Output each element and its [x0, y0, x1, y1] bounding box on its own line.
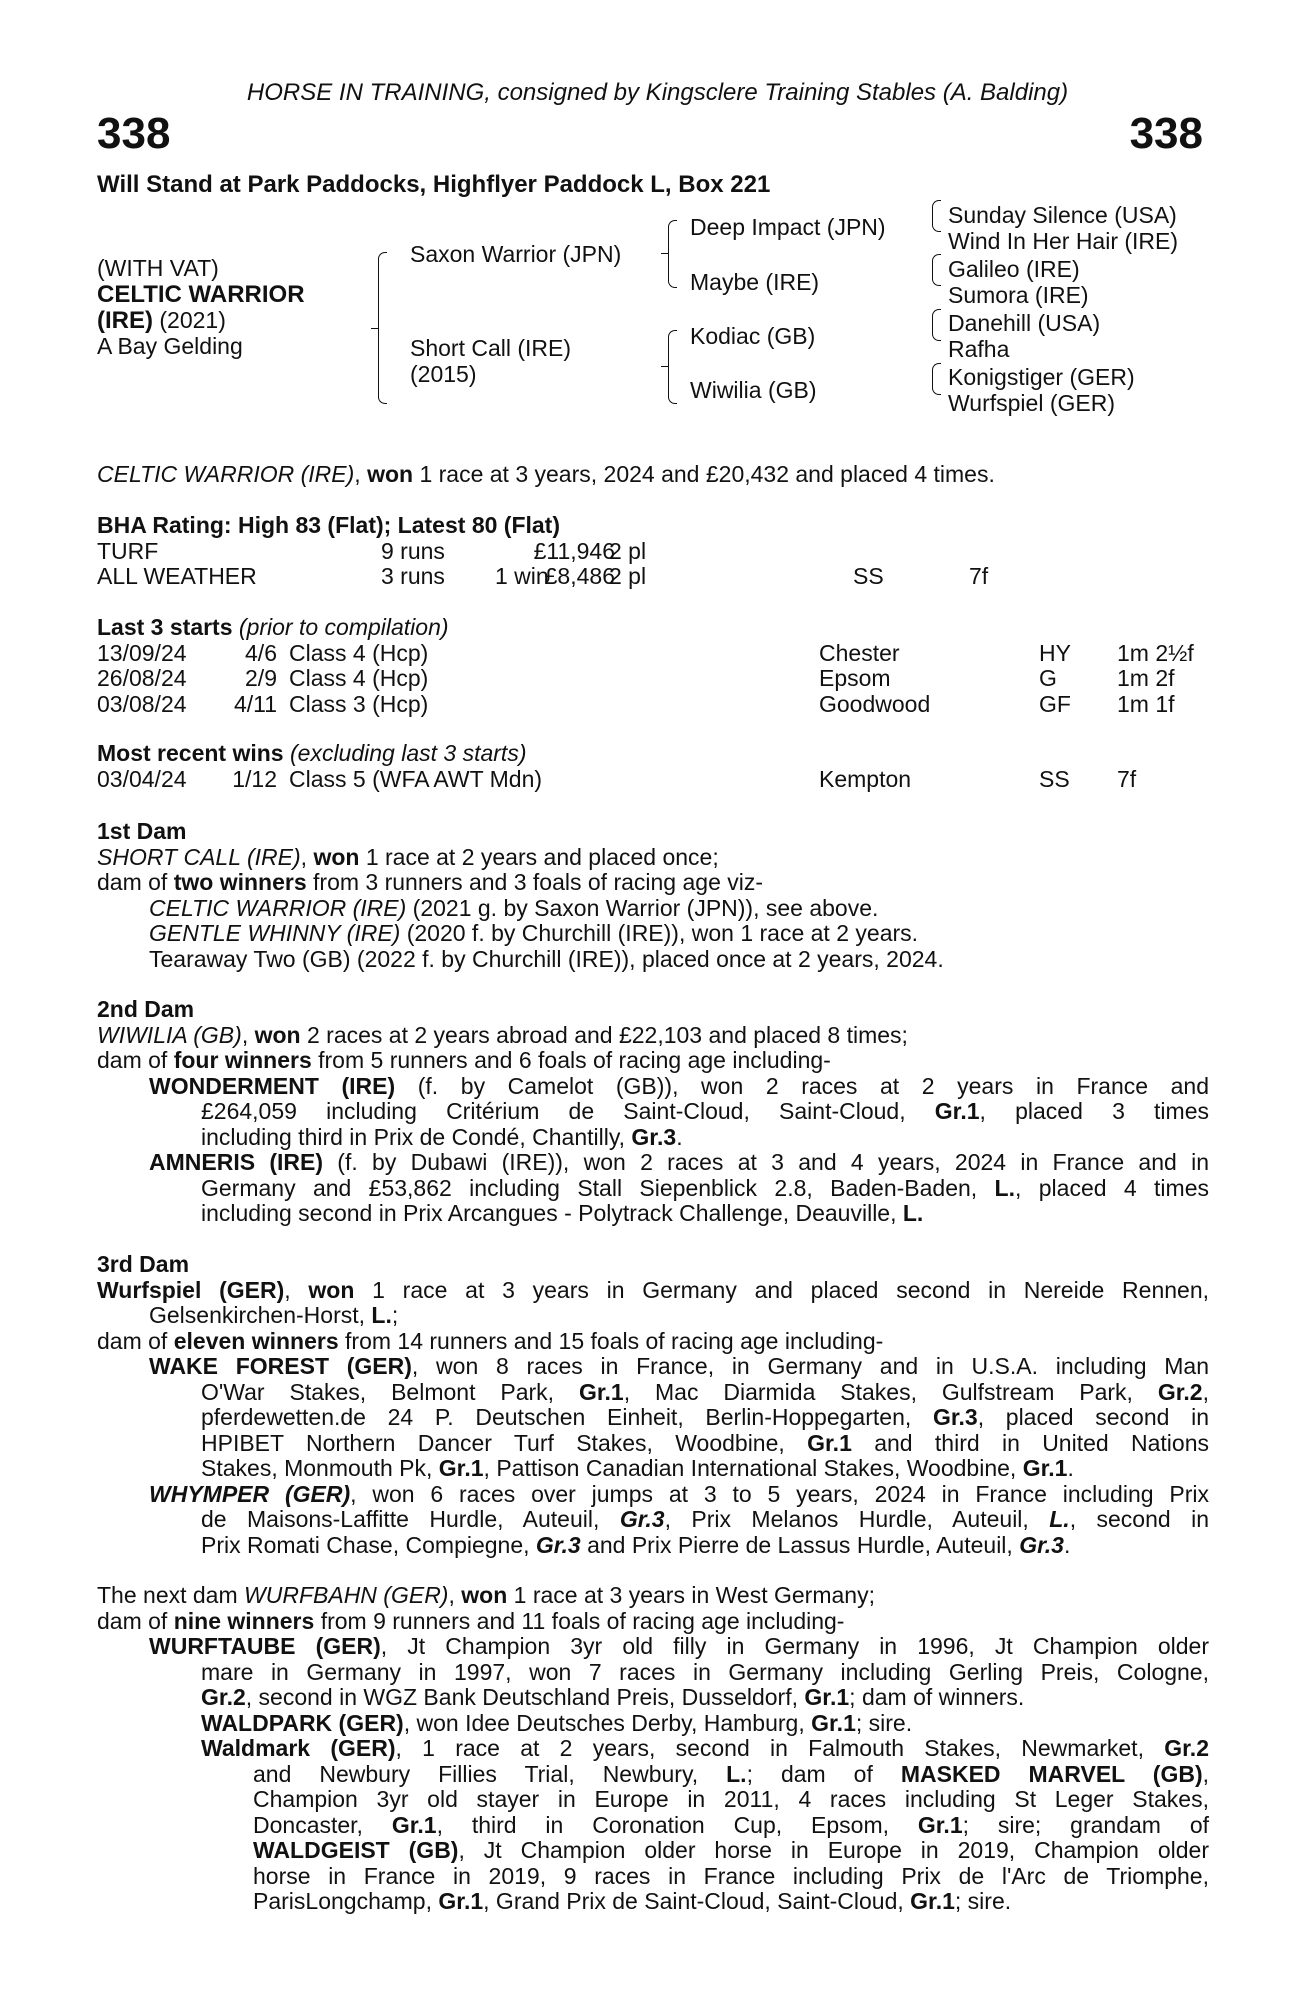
- winner-name: WHYMPER (GER): [149, 1480, 351, 1507]
- start-course: Goodwood: [819, 690, 931, 717]
- dam-of-label: dam of: [97, 1607, 174, 1634]
- pedigree-brace-g1: [932, 200, 941, 232]
- winner-text: , Pattison Canadian International Stakes, Woodbine,: [483, 1455, 1023, 1481]
- listed-label: L.: [371, 1302, 392, 1328]
- winner-text-line: [201, 1431, 1209, 1457]
- winner-text-line: [253, 1762, 1209, 1788]
- winner-text: , Jt Champion 3yr old filly in Germany in 1996, Jt Champion older: [380, 1633, 1209, 1659]
- grade-label: Gr.1: [807, 1429, 852, 1456]
- winner-text: de Maisons-Laffitte Hurdle, Auteuil,: [201, 1506, 620, 1532]
- dam-of-label: dam of: [97, 1327, 174, 1354]
- grade-label: Gr.3: [631, 1123, 677, 1150]
- rating-placed: 2 pl: [609, 563, 647, 589]
- winner-name: AMNERIS (IRE): [149, 1149, 324, 1175]
- first-dam-heading: 1st Dam: [97, 818, 187, 844]
- grade-label: Gr.3: [535, 1531, 581, 1558]
- winner-text: , Grand Prix de Saint-Cloud, Saint-Cloud,: [483, 1888, 911, 1914]
- offspring-text: Tearaway Two (GB) (2022 f. by Churchill (IRE)), placed once at 2 years, 2024.: [149, 945, 944, 972]
- win-position: 1/12: [232, 765, 277, 792]
- grade-label: Gr.1: [910, 1888, 955, 1914]
- pedigree-ggs7: Konigstiger (GER): [948, 364, 1135, 390]
- first-dam-record: 1 race at 2 years and placed once;: [359, 843, 719, 870]
- winner-text: and third in United Nations: [851, 1429, 1209, 1456]
- winner-text: £264,059 including Critérium de Saint-Cloud, Saint-Cloud,: [201, 1098, 935, 1124]
- winner-text-line: [253, 1813, 1209, 1839]
- winner-text: , second in WGZ Bank Deutschland Preis, Dusseldorf,: [245, 1684, 805, 1710]
- punctuation: ;: [391, 1302, 399, 1328]
- rating-prize: £8,486: [544, 563, 615, 589]
- lot-number-left: 338: [97, 109, 171, 158]
- pedigree-gs2: Maybe (IRE): [690, 269, 820, 295]
- winner-text: , won 6 races over jumps at 3 to 5 years, 2024 in France including Prix: [350, 1480, 1209, 1507]
- winner-text: pferdewetten.de 24 P. Deutschen Einheit, Berlin-Hoppegarten,: [201, 1404, 933, 1430]
- start-position: 4/11: [233, 690, 277, 717]
- winner-entry: [149, 1074, 1209, 1100]
- grade-label: Gr.1: [804, 1684, 850, 1710]
- first-dam-section: 1st Dam SHORT CALL (IRE), won 1 race at 2 years and placed once; dam of two winners from 3 runners and 3 foals of racing age viz- CELTIC WARRIOR (IRE) (2021 g. by Saxon Warrior (JPN)), see above. GENTLE WHINNY (IRE) (2020 f. by Churchill (IRE)), won 1 race at 2 years. Tearaway Two (GB) (2022 f. by Churchill (IRE)), placed once at 2 years, 2024.: [97, 819, 1209, 972]
- start-date: 13/09/24: [97, 639, 187, 666]
- rating-wins: 1 win: [495, 563, 549, 589]
- grade-label: Gr.2: [1157, 1378, 1203, 1405]
- recent-wins-note: (excluding last 3 starts): [283, 740, 527, 766]
- won-label: won: [313, 843, 360, 870]
- winner-text: ,: [1202, 1760, 1209, 1787]
- won-label: won: [254, 1021, 301, 1048]
- winner-text: , placed second in: [977, 1404, 1209, 1430]
- grade-label: Gr.1: [438, 1888, 484, 1914]
- winner-entry: [149, 1634, 1209, 1660]
- recent-wins-title: Most recent wins: [97, 740, 284, 766]
- pedigree-brace-g4: [932, 363, 941, 395]
- winner-text: Prix Romati Chase, Compiegne,: [201, 1531, 536, 1558]
- start-distance: 1m 1f: [1117, 690, 1175, 717]
- winner-text-line: [201, 1533, 1209, 1559]
- table-row: [97, 767, 1209, 793]
- foals-text: from 5 runners and 6 foals of racing age including-: [311, 1047, 831, 1073]
- winner-name: WURFTAUBE (GER): [149, 1633, 381, 1659]
- rating-surface: ALL WEATHER: [97, 563, 257, 589]
- rating-surface: TURF: [97, 537, 159, 564]
- summary-text: 1 race at 3 years, 2024 and £20,432 and placed 4 times.: [413, 461, 995, 487]
- winner-text: ,: [1202, 1378, 1209, 1405]
- winner-text: including third in Prix de Condé, Chantilly,: [201, 1123, 632, 1150]
- winner-entry: [149, 1482, 1209, 1508]
- winner-text: mare in Germany in 1997, won 7 races in Germany including Gerling Preis, Cologne,: [201, 1658, 1209, 1685]
- won-label: won: [461, 1582, 508, 1608]
- listed-label: L.: [994, 1174, 1015, 1201]
- stand-location: Will Stand at Park Paddocks, Highflyer Paddock L, Box 221: [97, 171, 771, 198]
- winner-text-line: [253, 1787, 1209, 1813]
- third-dam-heading: 3rd Dam: [97, 1251, 190, 1277]
- start-course: Epsom: [819, 665, 891, 691]
- horse-description: A Bay Gelding: [97, 333, 243, 359]
- winners-count: two winners: [173, 869, 307, 895]
- win-going: SS: [1039, 765, 1070, 792]
- third-dam-section: 3rd Dam Wurfspiel (GER), won 1 race at 3 years in Germany and placed second in Nereide Rennen, Gelsenkirchen-Horst, L.; dam of eleven winners from 14 runners and 15 foals of racing age including- WAKE FOREST (GER), won 8 races in France, in Germany and in U.S.A. including Man O'War Stakes, Belmont Park, Gr.1, Mac Diarmida Stakes, Gulfstream Park, Gr.2, pferdewetten.de 24 P. Deutschen Einheit, Berlin-Hoppegarten, Gr.3, placed second in HPIBET Northern Dancer Turf Stakes, Woodbine, Gr.1 and third in United Nations Stakes, Monmouth Pk, Gr.1, Pattison Canadian International Stakes, Woodbine, Gr.1. WHYMPER (GER), won 6 races over jumps at 3 to 5 years, 2024 in France including Prix de Maisons-Laffitte Hurdle, Auteuil, Gr.3, Prix Melanos Hurdle, Auteuil, L., second in Prix Romati Chase, Compiegne, Gr.3 and Prix Pierre de Lassus Hurdle, Auteuil, Gr.3.: [97, 1251, 1209, 1558]
- dam-of-label: dam of: [97, 869, 174, 895]
- winner-text: Doncaster,: [253, 1811, 392, 1838]
- pedigree-sire: Saxon Warrior (JPN): [410, 241, 622, 267]
- race-summary: CELTIC WARRIOR (IRE), won 1 race at 3 years, 2024 and £20,432 and placed 4 times.: [97, 461, 995, 487]
- winner-text: .: [1067, 1455, 1074, 1481]
- offspring-name: CELTIC WARRIOR (IRE): [149, 894, 407, 921]
- third-dam-record: Gelsenkirchen-Horst,: [149, 1302, 372, 1328]
- foals-text: from 14 runners and 15 foals of racing age including-: [338, 1327, 884, 1354]
- winner-entry: [201, 1736, 1209, 1762]
- grade-label: Gr.1: [917, 1811, 963, 1838]
- winner-name: Waldmark (GER): [201, 1735, 396, 1761]
- winner-name: WAKE FOREST (GER): [149, 1353, 412, 1379]
- second-dam-name: WIWILIA (GB): [97, 1021, 242, 1048]
- pedigree-gs4: Wiwilia (GB): [690, 377, 817, 403]
- winner-text-line: [201, 1405, 1209, 1431]
- won-label: won: [308, 1276, 355, 1303]
- pedigree-ggs5: Danehill (USA): [948, 310, 1101, 336]
- winner-text: , won Idee Deutsches Derby, Hamburg,: [403, 1709, 812, 1736]
- rating-title: BHA Rating: High 83 (Flat); Latest 80 (Flat): [97, 512, 560, 538]
- winner-text: ; dam of: [746, 1760, 901, 1787]
- winner-text-line: [201, 1201, 1209, 1227]
- listed-label: L.: [902, 1200, 924, 1226]
- winner-text: Stakes, Monmouth Pk,: [201, 1455, 439, 1481]
- second-dam-record: 2 races at 2 years abroad and £22,103 and placed 8 times;: [300, 1021, 908, 1048]
- horse-origin-year: [97, 308, 226, 334]
- win-class: Class 5 (WFA AWT Mdn): [289, 765, 543, 792]
- rating-runs: 9 runs: [381, 537, 445, 564]
- table-row: [97, 692, 1209, 718]
- winner-entry: [201, 1711, 1209, 1737]
- vat-note: (WITH VAT): [97, 255, 219, 281]
- winner-name: MASKED MARVEL (GB): [900, 1760, 1203, 1787]
- winner-text-line: [201, 1099, 1209, 1125]
- winner-text: , Prix Melanos Hurdle, Auteuil,: [664, 1506, 1050, 1532]
- second-dam-heading: 2nd Dam: [97, 996, 195, 1022]
- grade-label: Gr.1: [578, 1378, 624, 1405]
- rating-placed: 2 pl: [609, 537, 647, 564]
- grade-label: Gr.3: [1019, 1531, 1064, 1558]
- winner-text: , 1 race at 2 years, second in Falmouth Stakes, Newmarket,: [395, 1735, 1165, 1761]
- offspring-text: (2021 g. by Saxon Warrior (JPN)), see above.: [406, 894, 879, 921]
- start-distance: 1m 2½f: [1117, 639, 1194, 666]
- start-going: HY: [1039, 639, 1071, 666]
- listed-label: L.: [1049, 1506, 1070, 1532]
- winner-text: , third in Coronation Cup, Epsom,: [436, 1811, 918, 1838]
- winner-text: .: [676, 1123, 683, 1150]
- foals-text: from 9 runners and 11 foals of racing age including-: [314, 1607, 845, 1634]
- winner-text: ; sire.: [954, 1888, 1012, 1914]
- winner-name: WALDPARK (GER): [201, 1709, 404, 1736]
- start-position: 2/9: [245, 665, 277, 691]
- winner-text: , second in: [1069, 1506, 1209, 1532]
- start-position: 4/6: [245, 639, 277, 666]
- start-class: Class 3 (Hcp): [289, 690, 429, 717]
- winner-text: Germany and £53,862 including Stall Siepenblick 2.8, Baden-Baden,: [201, 1174, 995, 1201]
- win-course: Kempton: [819, 765, 912, 792]
- winner-text: , placed 3 times: [979, 1098, 1209, 1124]
- third-dam-record: 1 race at 3 years in Germany and placed second in Nereide Rennen,: [354, 1276, 1209, 1303]
- winner-text-line: [253, 1864, 1209, 1890]
- winner-text-line: [201, 1685, 1209, 1711]
- winner-text: , Mac Diarmida Stakes, Gulfstream Park,: [623, 1378, 1158, 1405]
- table-row: [97, 666, 1209, 692]
- start-date: 26/08/24: [97, 665, 187, 691]
- grade-label: Gr.1: [811, 1709, 856, 1736]
- rating-section: [97, 513, 1209, 590]
- win-date: 03/04/24: [97, 765, 187, 792]
- grade-label: Gr.3: [619, 1506, 665, 1532]
- rating-prize: £11,946: [533, 537, 615, 564]
- start-distance: 1m 2f: [1117, 665, 1175, 691]
- pedigree-brace-main-tip: [371, 328, 378, 329]
- pedigree-ggs3: Galileo (IRE): [948, 256, 1080, 282]
- start-date: 03/08/24: [97, 690, 187, 717]
- summary-horse-name: CELTIC WARRIOR (IRE): [97, 461, 355, 487]
- horse-name: CELTIC WARRIOR: [97, 281, 305, 308]
- pedigree-dam: Short Call (IRE): [410, 335, 572, 361]
- third-dam-name: Wurfspiel (GER): [97, 1276, 285, 1303]
- second-dam-section: 2nd Dam WIWILIA (GB), won 2 races at 2 years abroad and £22,103 and placed 8 times; dam of four winners from 5 runners and 6 foals of racing age including- WONDERMENT (IRE) (f. by Camelot (GB)), won 2 races at 2 years in France and £264,059 including Critérium de Saint-Cloud, Saint-Cloud, Gr.1, placed 3 times including third in Prix de Condé, Chantilly, Gr.3. AMNERIS (IRE) (f. by Dubawi (IRE)), won 2 races at 3 and 4 years, 2024 in France and in Germany and £53,862 including Stall Siepenblick 2.8, Baden-Baden, L., placed 4 times including second in Prix Arcangues - Polytrack Challenge, Deauville, L.: [97, 996, 1209, 1226]
- winner-text: horse in France in 2019, 9 races in France including Prix de l'Arc de Triomphe,: [253, 1862, 1209, 1889]
- rating-going: SS: [853, 563, 884, 589]
- winner-text: ; sire.: [855, 1709, 913, 1736]
- grade-label: Gr.1: [934, 1098, 980, 1124]
- start-going: GF: [1039, 690, 1071, 717]
- winner-entry: [149, 1354, 1209, 1380]
- winner-name: WONDERMENT (IRE): [149, 1072, 396, 1099]
- pedigree-gs1: Deep Impact (JPN): [690, 214, 886, 240]
- winner-text: ParisLongchamp,: [253, 1888, 439, 1914]
- winner-text: .: [1063, 1531, 1071, 1558]
- start-course: Chester: [819, 639, 900, 666]
- start-class: Class 4 (Hcp): [289, 665, 429, 691]
- rating-distance: 7f: [969, 563, 989, 589]
- winner-text: ; sire; grandam of: [962, 1811, 1210, 1838]
- next-dam-name: WURFBAHN (GER): [244, 1582, 449, 1608]
- winner-text: , Jt Champion older horse in Europe in 2019, Champion older: [458, 1837, 1209, 1863]
- winner-text: (f. by Dubawi (IRE)), won 2 races at 3 and 4 years, 2024 in France and in: [323, 1149, 1209, 1175]
- listed-label: L.: [726, 1760, 747, 1787]
- offspring-text: (2020 f. by Churchill (IRE)), won 1 race at 2 years.: [400, 920, 919, 946]
- lot-number-right: 338: [1129, 109, 1203, 158]
- start-going: G: [1039, 665, 1057, 691]
- last-starts-note: (prior to compilation): [232, 614, 449, 640]
- winner-text-line: [201, 1507, 1209, 1533]
- pedigree-ggs1: Sunday Silence (USA): [948, 202, 1177, 228]
- grade-label: Gr.3: [932, 1404, 978, 1430]
- pedigree-brace-g3: [932, 309, 941, 341]
- rating-runs: 3 runs: [381, 563, 445, 589]
- winners-count: four winners: [173, 1047, 312, 1073]
- winner-text-line: [201, 1125, 1209, 1151]
- pedigree-gs3: Kodiac (GB): [690, 323, 816, 349]
- winner-text: ; dam of winners.: [849, 1684, 1025, 1710]
- winner-text-line: [253, 1838, 1209, 1864]
- pedigree-ggs6: Rafha: [948, 336, 1010, 362]
- pedigree-brace-sire: [668, 220, 677, 288]
- winners-count: nine winners: [173, 1607, 315, 1634]
- win-distance: 7f: [1117, 765, 1137, 792]
- grade-label: Gr.2: [1164, 1735, 1209, 1761]
- foals-text: from 3 runners and 3 foals of racing age viz-: [306, 869, 764, 895]
- winners-count: eleven winners: [173, 1327, 339, 1354]
- pedigree-ggs4: Sumora (IRE): [948, 282, 1089, 308]
- grade-label: Gr.2: [201, 1684, 246, 1710]
- winner-text: and Prix Pierre de Lassus Hurdle, Auteuil,: [580, 1531, 1020, 1558]
- next-dam-record: 1 race at 3 years in West Germany;: [507, 1582, 875, 1608]
- rating-row: [97, 539, 1209, 565]
- winner-text: , won 8 races in France, in Germany and in U.S.A. including Man: [411, 1353, 1209, 1379]
- pedigree-ggs8: Wurfspiel (GER): [948, 390, 1115, 416]
- winner-name: WALDGEIST (GB): [253, 1837, 459, 1863]
- dam-of-label: dam of: [97, 1047, 174, 1073]
- grade-label: Gr.1: [438, 1455, 484, 1481]
- winner-text-line: [201, 1456, 1209, 1482]
- winner-text-line: [201, 1176, 1209, 1202]
- start-class: Class 4 (Hcp): [289, 639, 429, 666]
- rating-row: [97, 564, 1209, 590]
- winner-text-line: [253, 1889, 1209, 1915]
- winner-text-line: [201, 1660, 1209, 1686]
- pedigree-brace-sire-tip: [661, 253, 668, 254]
- winner-text: Champion 3yr old stayer in Europe in 2011, 4 races including St Leger Stakes,: [253, 1786, 1209, 1812]
- pedigree-brace-dam-tip: [661, 366, 668, 367]
- pedigree-brace-g2: [932, 254, 941, 286]
- winner-text: including second in Prix Arcangues - Polytrack Challenge, Deauville,: [201, 1200, 903, 1226]
- winner-entry: [149, 1150, 1209, 1176]
- horse-origin: (IRE): [97, 307, 153, 334]
- winner-text: , placed 4 times: [1015, 1174, 1209, 1201]
- winner-text: O'War Stakes, Belmont Park,: [201, 1378, 579, 1405]
- offspring-name: GENTLE WHINNY (IRE): [149, 920, 401, 946]
- winner-text: HPIBET Northern Dancer Turf Stakes, Woodbine,: [201, 1429, 808, 1456]
- first-dam-name: SHORT CALL (IRE): [97, 843, 301, 870]
- next-dam-section: The next dam WURFBAHN (GER), won 1 race at 3 years in West Germany; dam of nine winners from 9 runners and 11 foals of racing age including- WURFTAUBE (GER), Jt Champion 3yr old filly in Germany in 1996, Jt Champion older mare in Germany in 1997, won 7 races in Germany including Gerling Preis, Cologne, Gr.2, second in WGZ Bank Deutschland Preis, Dusseldorf, Gr.1; dam of winners. WALDPARK (GER), won Idee Deutsches Derby, Hamburg, Gr.1; sire. Waldmark (GER), 1 race at 2 years, second in Falmouth Stakes, Newmarket, Gr.2 and Newbury Fillies Trial, Newbury, L.; dam of MASKED MARVEL (GB), Champion 3yr old stayer in Europe in 2011, 4 races including St Leger Stakes, Doncaster, Gr.1, third in Coronation Cup, Epsom, Gr.1; sire; grandam of WALDGEIST (GB), Jt Champion older horse in Europe in 2019, Champion older horse in France in 2019, 9 races in France including Prix de l'Arc de Triomphe, ParisLongchamp, Gr.1, Grand Prix de Saint-Cloud, Saint-Cloud, Gr.1; sire.: [97, 1582, 1210, 1914]
- grade-label: Gr.1: [391, 1811, 437, 1838]
- recent-wins-section: [97, 741, 1209, 792]
- consignor-title: HORSE IN TRAINING, consigned by Kingsclere Training Stables (A. Balding): [246, 79, 1069, 106]
- grade-label: Gr.1: [1022, 1455, 1068, 1481]
- horse-year: (2021): [153, 307, 226, 333]
- pedigree-dam-year: (2015): [410, 361, 477, 387]
- pedigree-brace-dam: [668, 330, 677, 404]
- winner-text: and Newbury Fillies Trial, Newbury,: [253, 1760, 727, 1787]
- pedigree-ggs2: Wind In Her Hair (IRE): [948, 228, 1179, 254]
- last-starts-title: Last 3 starts: [97, 614, 233, 640]
- summary-won: won: [367, 461, 414, 487]
- table-row: [97, 641, 1209, 667]
- winner-text: (f. by Camelot (GB)), won 2 races at 2 years in France and: [395, 1072, 1209, 1099]
- next-dam-label: The next dam: [97, 1582, 245, 1608]
- last-starts-section: [97, 615, 1209, 717]
- winner-text-line: [201, 1380, 1209, 1406]
- pedigree-brace-main: [378, 252, 387, 404]
